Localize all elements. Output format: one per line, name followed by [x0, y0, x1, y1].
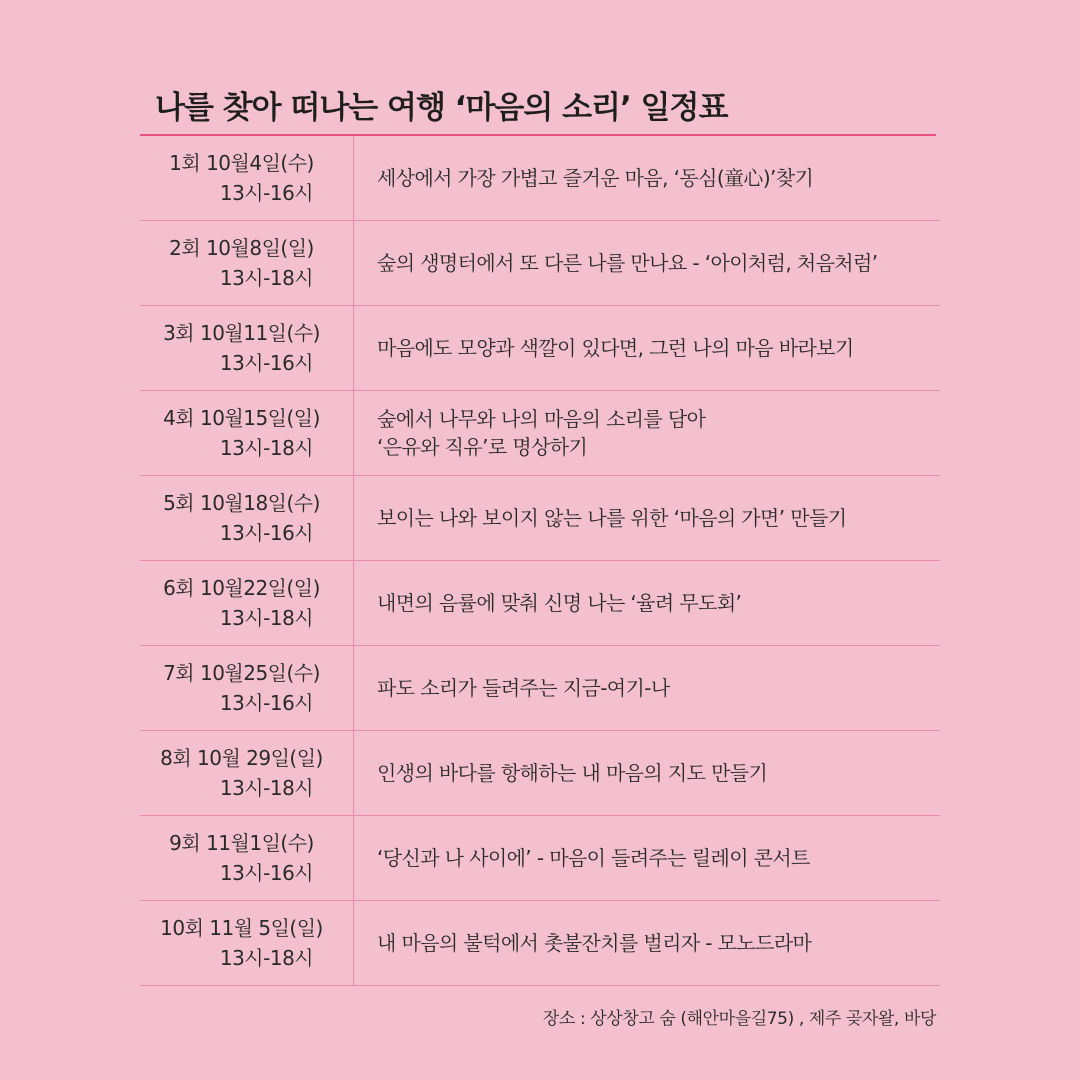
- session-datetime: [140, 221, 354, 305]
- venue-footer: 장소 : 상상창고 숨 (해안마을길75) , 제주 곶자왈, 바당: [542, 1009, 936, 1029]
- schedule-row: [140, 561, 940, 646]
- schedule-row: [140, 136, 940, 221]
- page-title: 나를 찾아 떠나는 여행 ‘마음의 소리’ 일정표: [155, 90, 728, 126]
- schedule-row: [140, 816, 940, 901]
- session-time: 13시-18시: [219, 606, 314, 630]
- session-desc-line: 숲에서 나무와 나의 마음의 소리를 담아: [377, 407, 706, 431]
- session-description: [377, 901, 940, 985]
- session-datetime: [140, 901, 354, 985]
- schedule-row: [140, 646, 940, 731]
- session-datetime: [140, 646, 354, 730]
- session-description: [377, 476, 940, 560]
- session-desc-line: 보이는 나와 보이지 않는 나를 위한 ‘마음의 가면’ 만들기: [377, 506, 847, 530]
- session-time: 13시-18시: [219, 266, 314, 290]
- session-desc-line: ‘당신과 나 사이에’ - 마음이 들려주는 릴레이 콘서트: [377, 846, 810, 870]
- session-time: 13시-16시: [219, 861, 314, 885]
- session-datetime: [140, 391, 354, 475]
- session-desc-line: 내면의 음률에 맞춰 신명 나는 ‘율려 무도회’: [377, 591, 742, 615]
- session-date: 3회 10월11일(수): [163, 321, 320, 345]
- session-time: 13시-18시: [219, 776, 314, 800]
- session-description: [377, 561, 940, 645]
- schedule-row: [140, 391, 940, 476]
- session-datetime: [140, 816, 354, 900]
- session-time: 13시-18시: [219, 946, 314, 970]
- schedule-row: [140, 221, 940, 306]
- session-date: 1회 10월4일(수): [169, 151, 314, 175]
- schedule-table: [140, 136, 940, 986]
- schedule-row: [140, 901, 940, 986]
- session-date: 5회 10월18일(수): [163, 491, 320, 515]
- session-datetime: [140, 136, 354, 220]
- session-date: 8회 10월 29일(일): [160, 746, 323, 770]
- session-date: 4회 10월15일(일): [163, 406, 320, 430]
- session-time: 13시-16시: [219, 521, 314, 545]
- session-desc-line: ‘은유와 직유’로 명상하기: [377, 435, 588, 459]
- session-date: 9회 11월1일(수): [169, 831, 314, 855]
- schedule-row: [140, 476, 940, 561]
- session-description: [377, 731, 940, 815]
- session-desc-line: 숲의 생명터에서 또 다른 나를 만나요 - ‘아이처럼, 처음처럼’: [377, 251, 878, 275]
- session-description: [377, 136, 940, 220]
- session-desc-line: 마음에도 모양과 색깔이 있다면, 그런 나의 마음 바라보기: [377, 336, 854, 360]
- session-date: 10회 11월 5일(일): [160, 916, 323, 940]
- session-description: [377, 221, 940, 305]
- session-description: [377, 816, 940, 900]
- session-datetime: [140, 561, 354, 645]
- session-desc-line: 인생의 바다를 항해하는 내 마음의 지도 만들기: [377, 761, 768, 785]
- session-description: [377, 306, 940, 390]
- session-description: [377, 391, 940, 475]
- session-time: 13시-18시: [219, 436, 314, 460]
- session-time: 13시-16시: [219, 691, 314, 715]
- session-date: 6회 10월22일(일): [163, 576, 320, 600]
- session-time: 13시-16시: [219, 351, 314, 375]
- session-desc-line: 파도 소리가 들려주는 지금-여기-나: [377, 676, 670, 700]
- session-datetime: [140, 731, 354, 815]
- session-date: 7회 10월25일(수): [163, 661, 320, 685]
- schedule-row: [140, 306, 940, 391]
- session-desc-line: 내 마음의 불턱에서 촛불잔치를 벌리자 - 모노드라마: [377, 931, 812, 955]
- session-description: [377, 646, 940, 730]
- session-desc-line: 세상에서 가장 가볍고 즐거운 마음, ‘동심(童心)’찾기: [377, 166, 814, 190]
- schedule-row: [140, 731, 940, 816]
- session-time: 13시-16시: [219, 181, 314, 205]
- session-datetime: [140, 476, 354, 560]
- session-datetime: [140, 306, 354, 390]
- session-date: 2회 10월8일(일): [169, 236, 314, 260]
